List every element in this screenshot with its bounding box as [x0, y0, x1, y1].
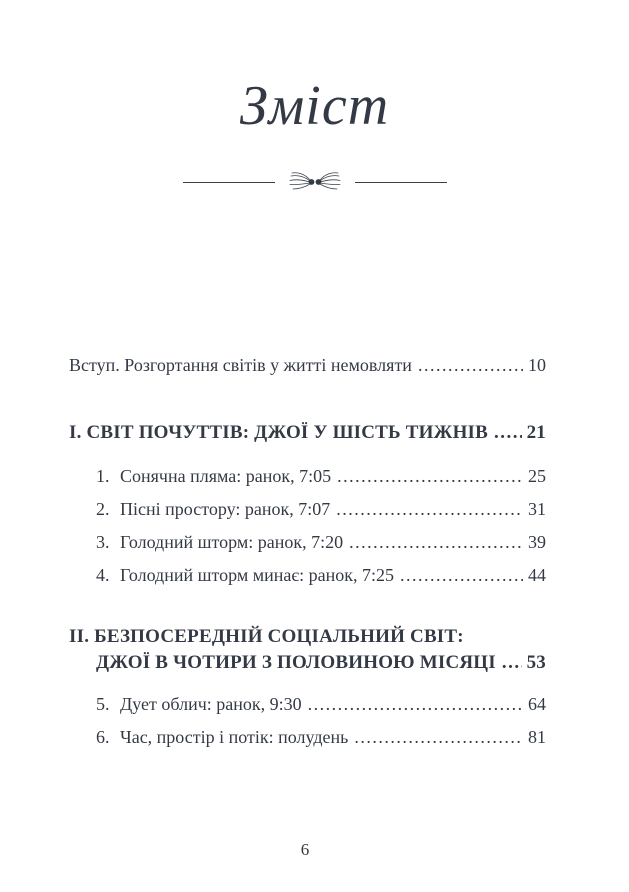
- toc-entry-chapter-1: [69, 465, 546, 488]
- toc-entry-intro: [69, 354, 546, 377]
- chapter-page: 25: [528, 466, 546, 486]
- fly-flourish-icon: [288, 172, 342, 192]
- toc-entry-chapter-6: [69, 726, 546, 749]
- section-heading-line2: ДЖОЇ В ЧОТИРИ З ПОЛОВИНОЮ МІСЯЦІ: [96, 652, 496, 673]
- folio-page-number: 6: [300, 840, 310, 859]
- toc-entry-chapter-2: [69, 498, 546, 521]
- dot-leader: [308, 693, 523, 716]
- toc-entry-chapter-4: [69, 564, 546, 587]
- section-heading-line2-row: [69, 651, 546, 675]
- dot-leader: [349, 531, 523, 554]
- toc-entry-chapter-5: [69, 693, 546, 716]
- section-heading-line1: II. БЕЗПОСЕРЕДНІЙ СОЦІАЛЬНИЙ СВІТ:: [69, 626, 464, 647]
- dot-leader: [502, 651, 522, 675]
- chapter-number: 1.: [96, 466, 110, 486]
- toc-entry-page: 10: [528, 355, 546, 375]
- dot-leader: [354, 726, 523, 749]
- page-title: Зміст: [239, 75, 390, 137]
- dot-leader: [400, 564, 523, 587]
- divider-line-right: [355, 182, 447, 183]
- chapter-title: Дует облич: ранок, 9:30: [120, 694, 302, 714]
- chapter-number: 4.: [96, 565, 110, 585]
- dot-leader: [418, 354, 523, 377]
- table-of-contents: [0, 354, 629, 749]
- toc-section-1-heading: [69, 421, 546, 445]
- chapter-title: Пісні простору: ранок, 7:07: [120, 499, 331, 519]
- chapter-number: 3.: [96, 532, 110, 552]
- chapter-page: 44: [528, 565, 546, 585]
- chapter-title: Голодний шторм минає: ранок, 7:25: [120, 565, 394, 585]
- chapter-title: Сонячна пляма: ранок, 7:05: [120, 466, 332, 486]
- dot-leader: [337, 465, 523, 488]
- chapter-page: 39: [528, 532, 546, 552]
- divider-line-left: [183, 182, 275, 183]
- chapter-number: 6.: [96, 727, 110, 747]
- toc-entry-chapter-3: [69, 531, 546, 554]
- toc-section-2-heading: [69, 623, 546, 675]
- dot-leader: [494, 421, 522, 445]
- chapter-number: 5.: [96, 694, 110, 714]
- chapter-title: Голодний шторм: ранок, 7:20: [120, 532, 344, 552]
- section-page: 21: [526, 422, 546, 443]
- section-heading-label: I. СВІТ ПОЧУТТІВ: ДЖОЇ У ШІСТЬ ТИЖНІВ: [69, 422, 489, 443]
- dot-leader: [336, 498, 523, 521]
- chapter-page: 64: [528, 694, 546, 714]
- section-page: 53: [526, 652, 546, 673]
- chapter-number: 2.: [96, 499, 110, 519]
- ornament-divider: [0, 172, 629, 192]
- chapter-page: 81: [528, 727, 546, 747]
- toc-entry-label: Вступ. Розгортання світів у житті немовляти: [69, 355, 412, 375]
- chapter-title: Час, простір і потік: полудень: [120, 727, 349, 747]
- chapter-page: 31: [528, 499, 546, 519]
